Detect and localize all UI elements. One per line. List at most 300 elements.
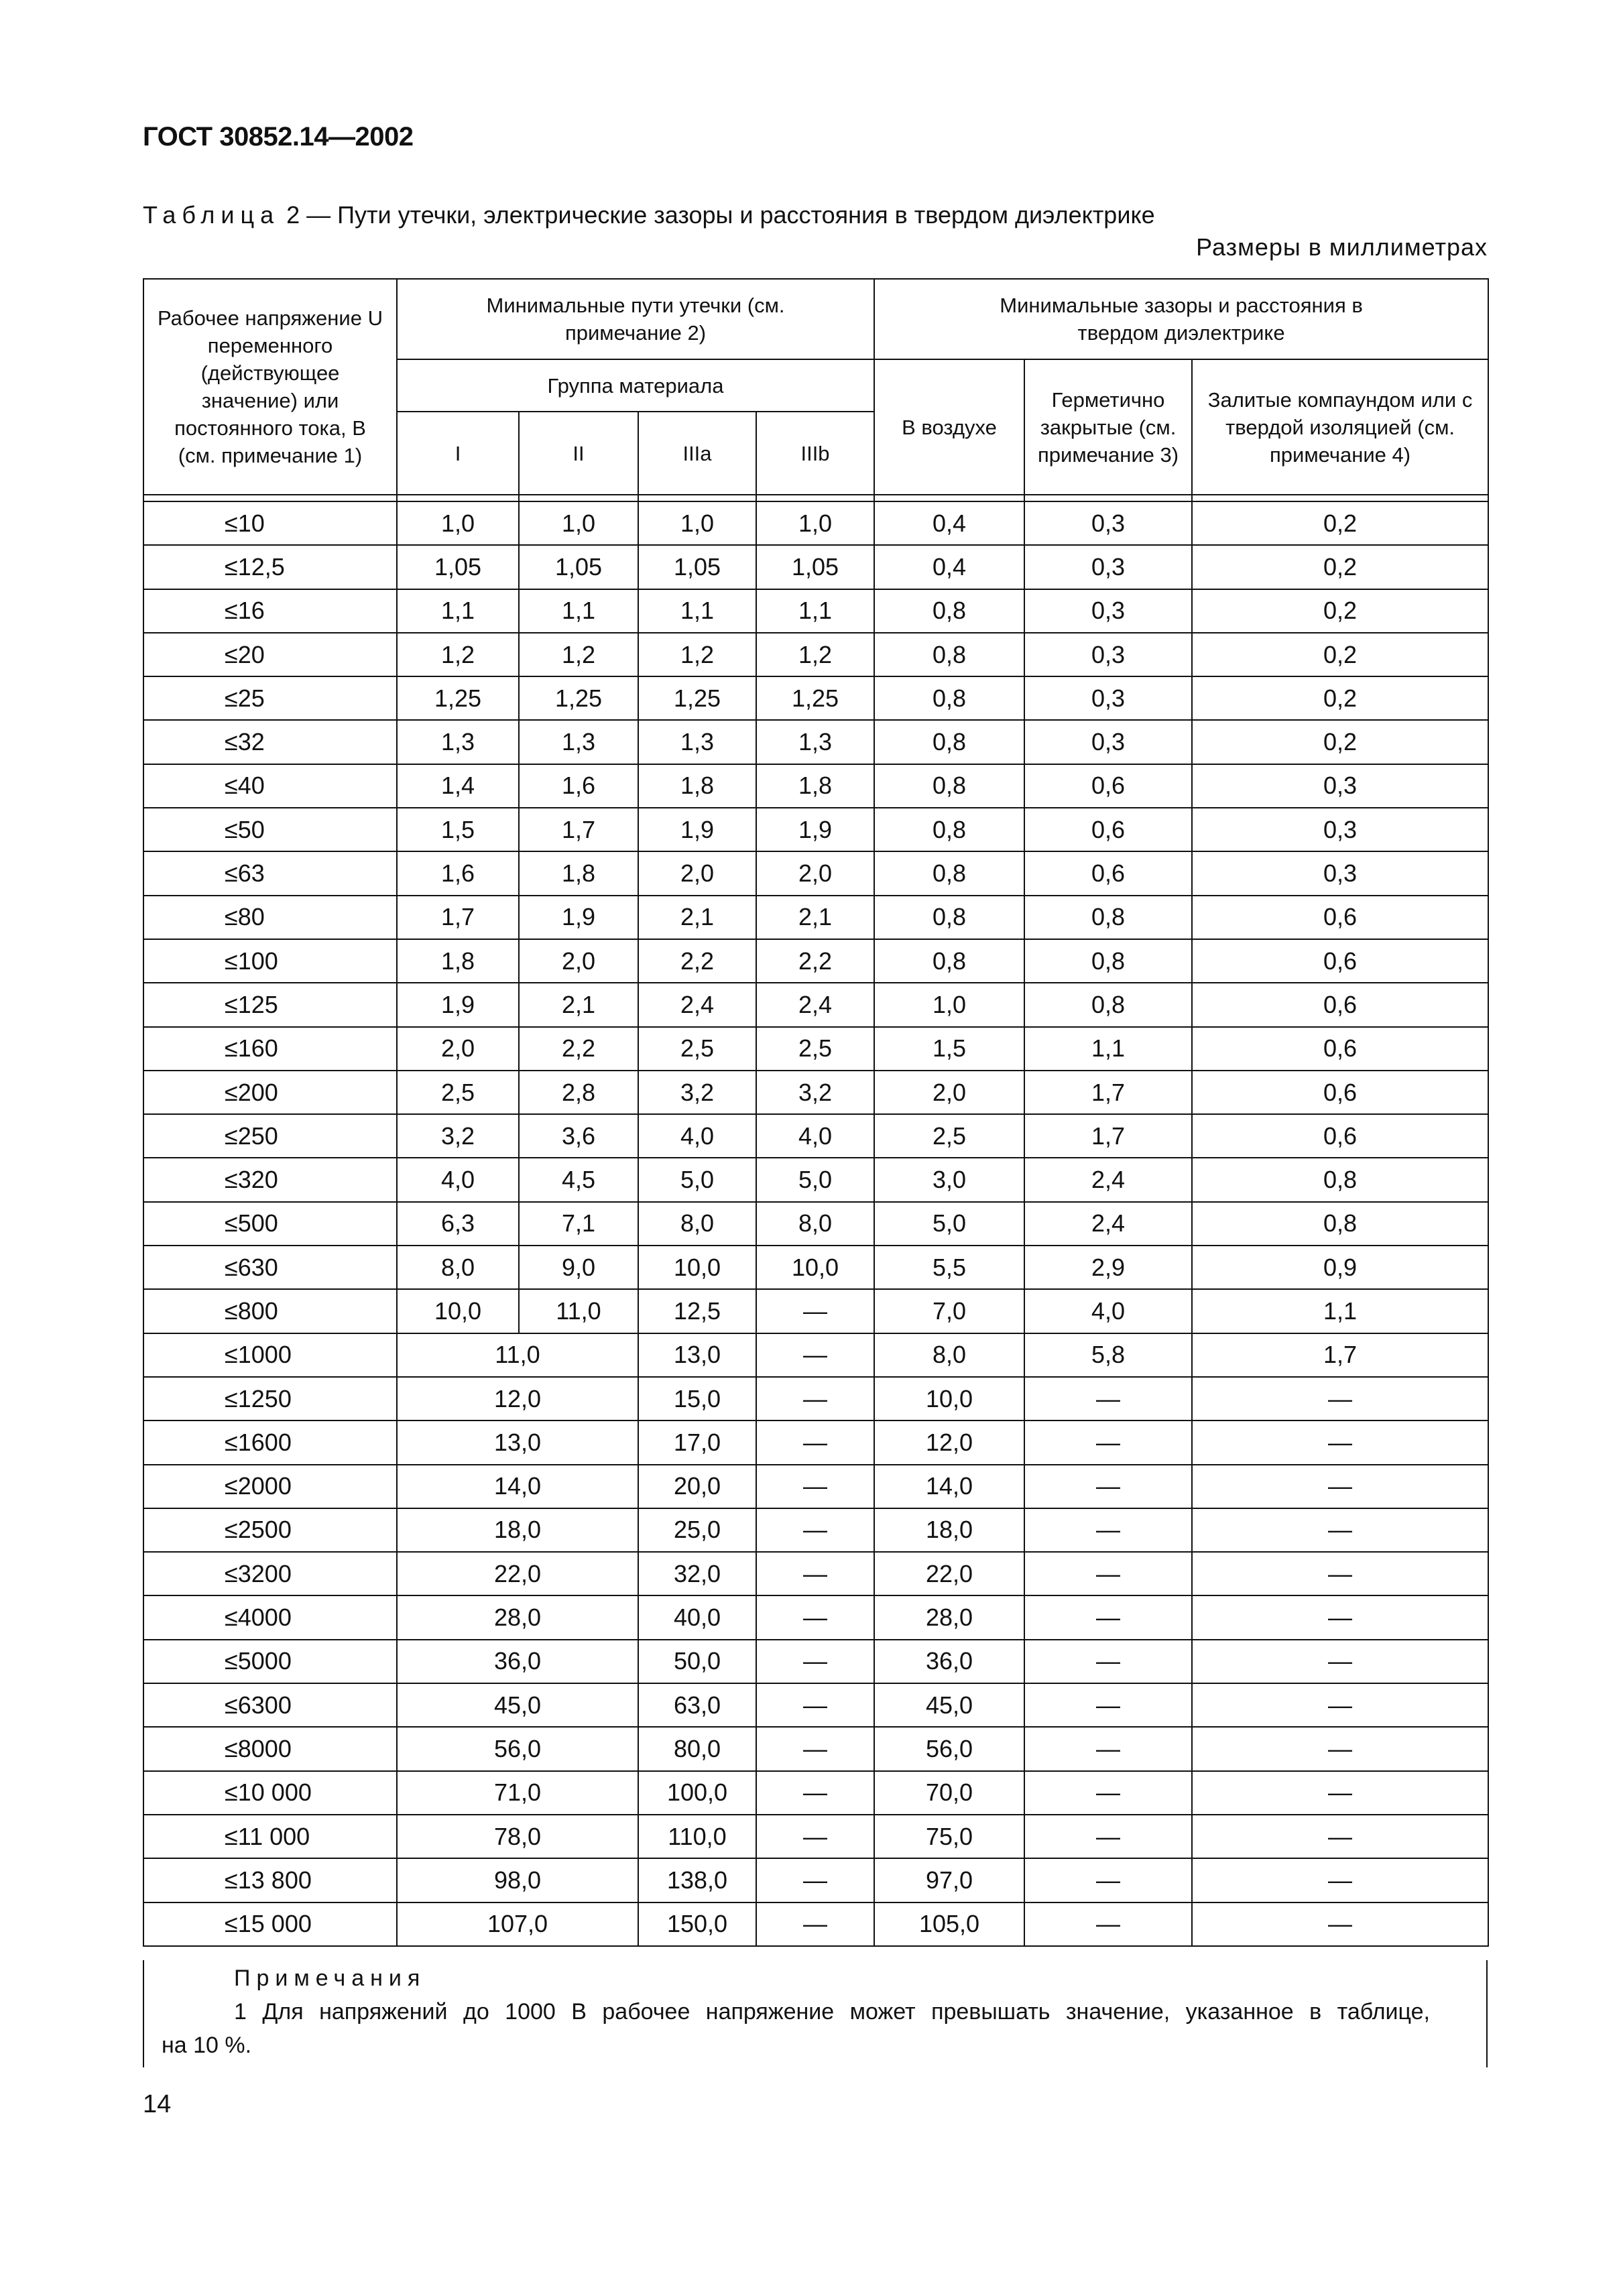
creepage-ii-cell: 1,8: [519, 851, 638, 895]
potted-cell: 0,2: [1192, 633, 1488, 676]
creepage-iiia-cell: 1,05: [638, 545, 756, 589]
sealed-cell: 1,1: [1024, 1027, 1192, 1071]
potted-cell: 0,2: [1192, 589, 1488, 633]
potted-cell: —: [1192, 1771, 1488, 1815]
creepage-i-cell: 2,5: [397, 1071, 519, 1114]
creepage-ii-cell: 1,7: [519, 808, 638, 851]
creepage-i-cell: 1,25: [397, 676, 519, 720]
potted-cell: —: [1192, 1465, 1488, 1508]
header-sealed: Герметично закрытые (см. примечание 3): [1024, 359, 1192, 495]
creepage-iiib-cell: 1,1: [756, 589, 874, 633]
creepage-i-cell: 1,4: [397, 764, 519, 808]
page-number: 14: [143, 2090, 172, 2118]
air-cell: 5,5: [874, 1246, 1024, 1289]
sealed-cell: 0,8: [1024, 896, 1192, 939]
creepage-i-cell: 1,9: [397, 983, 519, 1026]
voltage-cell: ≤50: [143, 808, 397, 851]
air-cell: 105,0: [874, 1902, 1024, 1946]
table-row: [143, 983, 1488, 1026]
potted-cell: 0,6: [1192, 1071, 1488, 1114]
air-cell: 45,0: [874, 1683, 1024, 1727]
table-row: [143, 1027, 1488, 1071]
creepage-ii-cell: 1,9: [519, 896, 638, 939]
header-clearance: Минимальные зазоры и расстояния в твердом диэлектрике: [874, 279, 1488, 359]
voltage-cell: ≤2500: [143, 1508, 397, 1552]
voltage-cell: ≤80: [143, 896, 397, 939]
table-caption: [143, 201, 1155, 229]
air-cell: 18,0: [874, 1508, 1024, 1552]
air-cell: 0,4: [874, 501, 1024, 545]
sealed-cell: 0,3: [1024, 545, 1192, 589]
table-row: [143, 939, 1488, 983]
sealed-cell: —: [1024, 1727, 1192, 1770]
potted-cell: —: [1192, 1552, 1488, 1595]
air-cell: 97,0: [874, 1858, 1024, 1902]
table-row: [143, 1158, 1488, 1201]
table-row: [143, 1771, 1488, 1815]
header-group-ii: II: [519, 412, 638, 495]
potted-cell: —: [1192, 1815, 1488, 1858]
creepage-iiia-cell: 138,0: [638, 1858, 756, 1902]
creepage-iiia-cell: 10,0: [638, 1246, 756, 1289]
voltage-cell: ≤25: [143, 676, 397, 720]
sealed-cell: 0,6: [1024, 851, 1192, 895]
potted-cell: 0,9: [1192, 1246, 1488, 1289]
creepage-iiib-cell: —: [756, 1333, 874, 1377]
air-cell: 0,8: [874, 851, 1024, 895]
potted-cell: 1,1: [1192, 1289, 1488, 1333]
creepage-i-ii-cell: 36,0: [397, 1640, 638, 1683]
creepage-i-cell: 2,0: [397, 1027, 519, 1071]
table-caption-word: Таблица: [143, 201, 280, 229]
sealed-cell: 5,8: [1024, 1333, 1192, 1377]
creepage-iiib-cell: 1,05: [756, 545, 874, 589]
note-1-continued: на 10 %.: [162, 2033, 252, 2058]
creepage-iiib-cell: —: [756, 1902, 874, 1946]
creepage-iiib-cell: —: [756, 1640, 874, 1683]
sealed-cell: 2,4: [1024, 1202, 1192, 1246]
voltage-cell: ≤11 000: [143, 1815, 397, 1858]
potted-cell: 0,2: [1192, 676, 1488, 720]
creepage-iiia-cell: 40,0: [638, 1595, 756, 1639]
air-cell: 0,8: [874, 720, 1024, 764]
creepage-iiia-cell: 1,2: [638, 633, 756, 676]
sealed-cell: —: [1024, 1595, 1192, 1639]
table-row: [143, 1552, 1488, 1595]
table-row: [143, 1421, 1488, 1464]
sealed-cell: —: [1024, 1421, 1192, 1464]
air-cell: 56,0: [874, 1727, 1024, 1770]
note-1: 1 Для напряжений до 1000 В рабочее напряжение может превышать значение, указанное в таблице,: [234, 1999, 1430, 2025]
creepage-ii-cell: 3,6: [519, 1114, 638, 1158]
voltage-cell: ≤5000: [143, 1640, 397, 1683]
creepage-iiib-cell: —: [756, 1552, 874, 1595]
creepage-ii-cell: 2,1: [519, 983, 638, 1026]
document-code: ГОСТ 30852.14—2002: [143, 122, 414, 152]
creepage-iiia-cell: 2,2: [638, 939, 756, 983]
creepage-i-cell: 1,2: [397, 633, 519, 676]
creepage-ii-cell: 1,25: [519, 676, 638, 720]
creepage-iiib-cell: 8,0: [756, 1202, 874, 1246]
potted-cell: —: [1192, 1377, 1488, 1421]
voltage-cell: ≤6300: [143, 1683, 397, 1727]
creepage-i-ii-cell: 13,0: [397, 1421, 638, 1464]
creepage-i-ii-cell: 28,0: [397, 1595, 638, 1639]
potted-cell: 0,8: [1192, 1158, 1488, 1201]
table-caption-text: 2 — Пути утечки, электрические зазоры и расстояния в твердом диэлектрике: [280, 201, 1155, 229]
table-row: [143, 1202, 1488, 1246]
clearance-table: [143, 278, 1489, 1947]
creepage-i-cell: 10,0: [397, 1289, 519, 1333]
creepage-i-ii-cell: 14,0: [397, 1465, 638, 1508]
table-row: [143, 545, 1488, 589]
creepage-i-cell: 1,0: [397, 501, 519, 545]
creepage-iiia-cell: 1,25: [638, 676, 756, 720]
creepage-ii-cell: 1,6: [519, 764, 638, 808]
table-row: [143, 1640, 1488, 1683]
creepage-i-ii-cell: 12,0: [397, 1377, 638, 1421]
table-row: [143, 1595, 1488, 1639]
creepage-i-ii-cell: 98,0: [397, 1858, 638, 1902]
table-row: [143, 1246, 1488, 1289]
voltage-cell: ≤1000: [143, 1333, 397, 1377]
header-potted: Залитые компаундом или с твердой изоляцией (см. примечание 4): [1192, 359, 1488, 495]
creepage-i-cell: 1,1: [397, 589, 519, 633]
voltage-cell: ≤32: [143, 720, 397, 764]
potted-cell: 1,7: [1192, 1333, 1488, 1377]
sealed-cell: 0,3: [1024, 589, 1192, 633]
sealed-cell: 0,3: [1024, 720, 1192, 764]
voltage-cell: ≤1250: [143, 1377, 397, 1421]
potted-cell: 0,2: [1192, 545, 1488, 589]
air-cell: 12,0: [874, 1421, 1024, 1464]
sealed-cell: 2,9: [1024, 1246, 1192, 1289]
notes-title: Примечания: [234, 1966, 426, 1991]
creepage-iiib-cell: 1,2: [756, 633, 874, 676]
sealed-cell: 1,7: [1024, 1114, 1192, 1158]
air-cell: 5,0: [874, 1202, 1024, 1246]
potted-cell: —: [1192, 1508, 1488, 1552]
creepage-iiia-cell: 1,9: [638, 808, 756, 851]
creepage-ii-cell: 1,3: [519, 720, 638, 764]
table-row: [143, 896, 1488, 939]
voltage-cell: ≤200: [143, 1071, 397, 1114]
creepage-iiib-cell: —: [756, 1421, 874, 1464]
creepage-i-ii-cell: 107,0: [397, 1902, 638, 1946]
air-cell: 14,0: [874, 1465, 1024, 1508]
creepage-iiib-cell: 1,0: [756, 501, 874, 545]
header-group-iiib: IIIb: [756, 412, 874, 495]
header-group-iiia: IIIa: [638, 412, 756, 495]
creepage-iiia-cell: 8,0: [638, 1202, 756, 1246]
voltage-cell: ≤160: [143, 1027, 397, 1071]
creepage-iiib-cell: 1,9: [756, 808, 874, 851]
potted-cell: —: [1192, 1595, 1488, 1639]
creepage-iiia-cell: 1,1: [638, 589, 756, 633]
table-row: [143, 1815, 1488, 1858]
creepage-ii-cell: 4,5: [519, 1158, 638, 1201]
creepage-iiib-cell: 2,5: [756, 1027, 874, 1071]
voltage-cell: ≤250: [143, 1114, 397, 1158]
table-row: [143, 676, 1488, 720]
creepage-iiia-cell: 2,0: [638, 851, 756, 895]
creepage-iiib-cell: —: [756, 1858, 874, 1902]
table-row: [143, 1289, 1488, 1333]
air-cell: 75,0: [874, 1815, 1024, 1858]
creepage-ii-cell: 7,1: [519, 1202, 638, 1246]
air-cell: 0,8: [874, 633, 1024, 676]
creepage-iiib-cell: 1,25: [756, 676, 874, 720]
creepage-ii-cell: 1,2: [519, 633, 638, 676]
table-body: [143, 501, 1488, 1946]
sealed-cell: 0,6: [1024, 764, 1192, 808]
voltage-cell: ≤4000: [143, 1595, 397, 1639]
creepage-iiib-cell: 2,1: [756, 896, 874, 939]
creepage-iiib-cell: 1,3: [756, 720, 874, 764]
creepage-iiia-cell: 150,0: [638, 1902, 756, 1946]
air-cell: 0,8: [874, 939, 1024, 983]
creepage-ii-cell: 2,0: [519, 939, 638, 983]
creepage-iiib-cell: —: [756, 1683, 874, 1727]
creepage-iiib-cell: —: [756, 1377, 874, 1421]
creepage-iiia-cell: 1,3: [638, 720, 756, 764]
air-cell: 1,0: [874, 983, 1024, 1026]
creepage-iiia-cell: 2,4: [638, 983, 756, 1026]
creepage-i-ii-cell: 11,0: [397, 1333, 638, 1377]
air-cell: 36,0: [874, 1640, 1024, 1683]
creepage-iiib-cell: 2,0: [756, 851, 874, 895]
potted-cell: —: [1192, 1902, 1488, 1946]
creepage-i-cell: 1,6: [397, 851, 519, 895]
sealed-cell: —: [1024, 1815, 1192, 1858]
air-cell: 28,0: [874, 1595, 1024, 1639]
voltage-cell: ≤2000: [143, 1465, 397, 1508]
creepage-iiia-cell: 5,0: [638, 1158, 756, 1201]
sealed-cell: —: [1024, 1683, 1192, 1727]
creepage-iiib-cell: 10,0: [756, 1246, 874, 1289]
creepage-iiia-cell: 1,0: [638, 501, 756, 545]
potted-cell: 0,6: [1192, 1027, 1488, 1071]
table-row: [143, 1508, 1488, 1552]
creepage-iiia-cell: 25,0: [638, 1508, 756, 1552]
creepage-iiib-cell: —: [756, 1727, 874, 1770]
sealed-cell: —: [1024, 1377, 1192, 1421]
sealed-cell: 2,4: [1024, 1158, 1192, 1201]
potted-cell: —: [1192, 1421, 1488, 1464]
table-row: [143, 764, 1488, 808]
sealed-cell: 0,3: [1024, 676, 1192, 720]
air-cell: 22,0: [874, 1552, 1024, 1595]
voltage-cell: ≤3200: [143, 1552, 397, 1595]
creepage-i-cell: 8,0: [397, 1246, 519, 1289]
air-cell: 0,8: [874, 676, 1024, 720]
sealed-cell: 0,3: [1024, 633, 1192, 676]
creepage-iiib-cell: 3,2: [756, 1071, 874, 1114]
air-cell: 0,4: [874, 545, 1024, 589]
creepage-ii-cell: 1,0: [519, 501, 638, 545]
header-creepage: Минимальные пути утечки (см. примечание 2): [397, 279, 874, 359]
voltage-cell: ≤630: [143, 1246, 397, 1289]
creepage-ii-cell: 1,1: [519, 589, 638, 633]
creepage-iiia-cell: 32,0: [638, 1552, 756, 1595]
creepage-iiib-cell: 2,4: [756, 983, 874, 1026]
voltage-cell: ≤16: [143, 589, 397, 633]
air-cell: 2,5: [874, 1114, 1024, 1158]
creepage-iiib-cell: —: [756, 1465, 874, 1508]
voltage-cell: ≤500: [143, 1202, 397, 1246]
creepage-iiia-cell: 13,0: [638, 1333, 756, 1377]
table-row: [143, 1114, 1488, 1158]
table-row: [143, 1377, 1488, 1421]
creepage-iiia-cell: 20,0: [638, 1465, 756, 1508]
creepage-iiib-cell: —: [756, 1595, 874, 1639]
creepage-iiia-cell: 4,0: [638, 1114, 756, 1158]
potted-cell: 0,2: [1192, 501, 1488, 545]
table-row: [143, 1858, 1488, 1902]
creepage-i-ii-cell: 22,0: [397, 1552, 638, 1595]
creepage-iiib-cell: 1,8: [756, 764, 874, 808]
air-cell: 1,5: [874, 1027, 1024, 1071]
creepage-i-ii-cell: 45,0: [397, 1683, 638, 1727]
creepage-iiia-cell: 63,0: [638, 1683, 756, 1727]
creepage-i-cell: 6,3: [397, 1202, 519, 1246]
voltage-cell: ≤10: [143, 501, 397, 545]
table-row: [143, 1333, 1488, 1377]
air-cell: 0,8: [874, 764, 1024, 808]
creepage-i-cell: 1,05: [397, 545, 519, 589]
sealed-cell: —: [1024, 1640, 1192, 1683]
potted-cell: 0,3: [1192, 764, 1488, 808]
header-separator: [143, 495, 1488, 501]
notes-block: [143, 1960, 1488, 2067]
creepage-iiia-cell: 80,0: [638, 1727, 756, 1770]
voltage-cell: ≤40: [143, 764, 397, 808]
potted-cell: 0,6: [1192, 896, 1488, 939]
sealed-cell: 0,3: [1024, 501, 1192, 545]
air-cell: 0,8: [874, 808, 1024, 851]
creepage-i-cell: 1,5: [397, 808, 519, 851]
creepage-ii-cell: 11,0: [519, 1289, 638, 1333]
potted-cell: 0,3: [1192, 808, 1488, 851]
voltage-cell: ≤800: [143, 1289, 397, 1333]
creepage-iiib-cell: 4,0: [756, 1114, 874, 1158]
air-cell: 0,8: [874, 589, 1024, 633]
sealed-cell: 4,0: [1024, 1289, 1192, 1333]
creepage-iiib-cell: —: [756, 1289, 874, 1333]
air-cell: 2,0: [874, 1071, 1024, 1114]
table-row: [143, 1683, 1488, 1727]
creepage-i-cell: 4,0: [397, 1158, 519, 1201]
potted-cell: 0,6: [1192, 983, 1488, 1026]
table-row: [143, 633, 1488, 676]
potted-cell: 0,8: [1192, 1202, 1488, 1246]
creepage-i-cell: 1,8: [397, 939, 519, 983]
creepage-iiia-cell: 2,5: [638, 1027, 756, 1071]
creepage-iiib-cell: 2,2: [756, 939, 874, 983]
potted-cell: —: [1192, 1683, 1488, 1727]
creepage-iiia-cell: 50,0: [638, 1640, 756, 1683]
voltage-cell: ≤12,5: [143, 545, 397, 589]
creepage-iiia-cell: 2,1: [638, 896, 756, 939]
air-cell: 8,0: [874, 1333, 1024, 1377]
creepage-i-ii-cell: 56,0: [397, 1727, 638, 1770]
table-row: [143, 851, 1488, 895]
creepage-iiia-cell: 12,5: [638, 1289, 756, 1333]
potted-cell: —: [1192, 1858, 1488, 1902]
voltage-cell: ≤13 800: [143, 1858, 397, 1902]
sealed-cell: 1,7: [1024, 1071, 1192, 1114]
voltage-cell: ≤125: [143, 983, 397, 1026]
table-row: [143, 1902, 1488, 1946]
voltage-cell: ≤10 000: [143, 1771, 397, 1815]
table-row: [143, 1071, 1488, 1114]
creepage-i-cell: 1,7: [397, 896, 519, 939]
creepage-iiib-cell: —: [756, 1771, 874, 1815]
table-row: [143, 1465, 1488, 1508]
air-cell: 70,0: [874, 1771, 1024, 1815]
creepage-iiib-cell: —: [756, 1508, 874, 1552]
creepage-iiia-cell: 1,8: [638, 764, 756, 808]
voltage-cell: ≤1600: [143, 1421, 397, 1464]
potted-cell: —: [1192, 1640, 1488, 1683]
creepage-ii-cell: 2,8: [519, 1071, 638, 1114]
table-row: [143, 720, 1488, 764]
creepage-iiia-cell: 15,0: [638, 1377, 756, 1421]
creepage-iiia-cell: 17,0: [638, 1421, 756, 1464]
header-in-air: В воздухе: [874, 359, 1024, 495]
voltage-cell: ≤63: [143, 851, 397, 895]
table-row: [143, 589, 1488, 633]
units-note: Размеры в миллиметрах: [1196, 233, 1488, 261]
creepage-i-cell: 1,3: [397, 720, 519, 764]
creepage-i-cell: 3,2: [397, 1114, 519, 1158]
table-row: [143, 1727, 1488, 1770]
sealed-cell: —: [1024, 1902, 1192, 1946]
header-group-i: I: [397, 412, 519, 495]
sealed-cell: 0,8: [1024, 983, 1192, 1026]
sealed-cell: —: [1024, 1858, 1192, 1902]
creepage-i-ii-cell: 18,0: [397, 1508, 638, 1552]
potted-cell: 0,6: [1192, 1114, 1488, 1158]
sealed-cell: —: [1024, 1465, 1192, 1508]
creepage-iiia-cell: 100,0: [638, 1771, 756, 1815]
potted-cell: —: [1192, 1727, 1488, 1770]
air-cell: 10,0: [874, 1377, 1024, 1421]
potted-cell: 0,2: [1192, 720, 1488, 764]
voltage-cell: ≤8000: [143, 1727, 397, 1770]
creepage-ii-cell: 2,2: [519, 1027, 638, 1071]
voltage-cell: ≤320: [143, 1158, 397, 1201]
creepage-iiib-cell: —: [756, 1815, 874, 1858]
sealed-cell: —: [1024, 1771, 1192, 1815]
creepage-i-ii-cell: 78,0: [397, 1815, 638, 1858]
sealed-cell: —: [1024, 1552, 1192, 1595]
air-cell: 3,0: [874, 1158, 1024, 1201]
table-row: [143, 808, 1488, 851]
air-cell: 7,0: [874, 1289, 1024, 1333]
sealed-cell: 0,8: [1024, 939, 1192, 983]
sealed-cell: —: [1024, 1508, 1192, 1552]
potted-cell: 0,3: [1192, 851, 1488, 895]
header-voltage: Рабочее напряжение U переменного (действующее значение) или постоянного тока, В (см. примечание 1): [143, 279, 397, 495]
table-row: [143, 501, 1488, 545]
creepage-iiib-cell: 5,0: [756, 1158, 874, 1201]
potted-cell: 0,6: [1192, 939, 1488, 983]
air-cell: 0,8: [874, 896, 1024, 939]
creepage-ii-cell: 1,05: [519, 545, 638, 589]
sealed-cell: 0,6: [1024, 808, 1192, 851]
voltage-cell: ≤15 000: [143, 1902, 397, 1946]
